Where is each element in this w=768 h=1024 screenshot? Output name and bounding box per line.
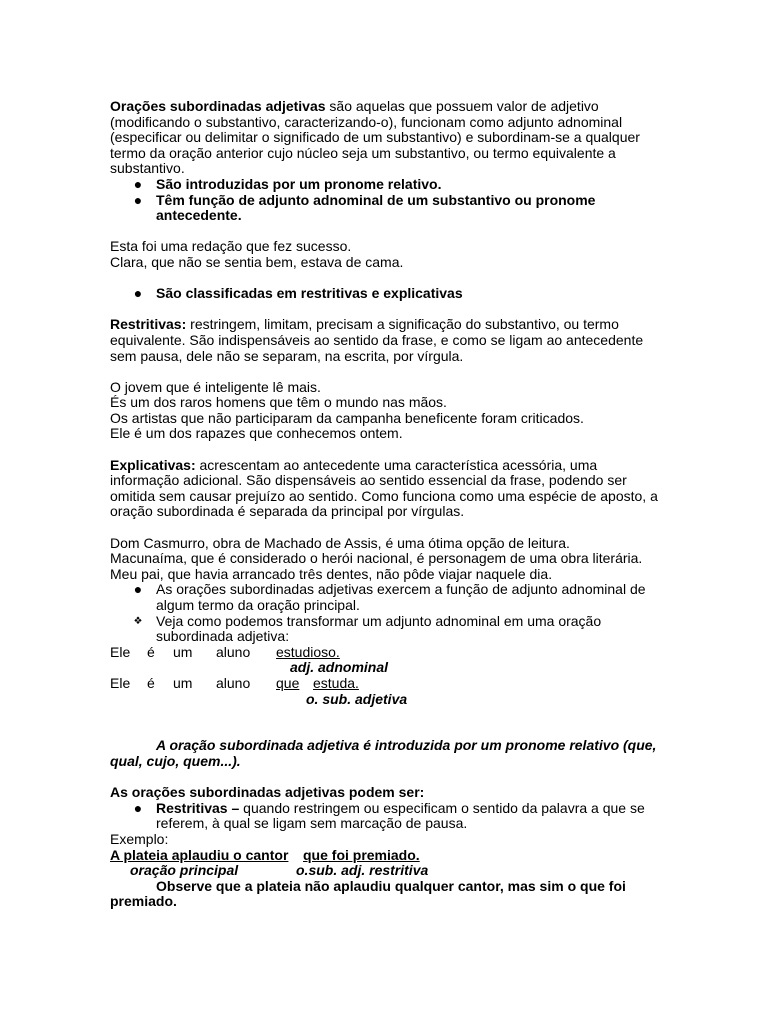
example-line: Meu pai, que havia arrancado três dentes, não pôde viajar naquele dia. (110, 565, 553, 582)
example-line: Clara, que não se sentia bem, estava de cama. (110, 253, 404, 270)
main-clause-label: oração principal (130, 862, 239, 879)
explicativas-paragraph (110, 458, 670, 520)
grammar-label: adj. adnominal (290, 659, 389, 676)
sub-clause: que foi premiado. (303, 846, 420, 863)
restritivas-label: Restritivas: (110, 316, 187, 333)
bullet-icon: ● (133, 175, 143, 192)
bullet-list-characteristics (110, 177, 670, 224)
bullet-text: São introduzidas por um pronome relativo. (156, 175, 442, 192)
word-underlined: estudioso. (276, 643, 340, 660)
word: um (173, 674, 193, 691)
word: aluno (216, 643, 251, 660)
example-line: Esta foi uma redação que fez sucesso. (110, 238, 352, 255)
word-underlined: que (276, 674, 300, 691)
example-row-clause (110, 676, 670, 692)
example-label-row (110, 660, 670, 676)
bullet-icon: ● (133, 285, 143, 302)
bullet-text: Têm função de adjunto adnominal de um substantivo ou pronome antecedente. (156, 191, 596, 224)
main-clause: A plateia aplaudiu o cantor (110, 846, 289, 863)
restritivas-paragraph (110, 317, 670, 364)
intro-term: Orações subordinadas adjetivas (110, 98, 326, 114)
word: um (173, 643, 193, 660)
explicativas-label: Explicativas: (110, 456, 196, 473)
relativo-note: A oração subordinada adjetiva é introduzida por um pronome relativo (que, qual, cujo, quem...). (110, 737, 657, 769)
restritivas2-text: quando restringem ou especificam o sentido da palavra a que se referem, à qual se ligam sem marcação de pausa. (156, 799, 645, 832)
podem-ser-heading: As orações subordinadas adjetivas podem ser: (110, 784, 425, 801)
word: Ele (110, 674, 131, 691)
list-item (110, 193, 670, 224)
list-item (110, 614, 670, 645)
bullet-icon: ● (133, 191, 143, 208)
word-underlined: estuda. (313, 674, 359, 691)
exemplo-sentence (110, 848, 670, 864)
bullet-list-types (110, 801, 670, 832)
grammar-label: o. sub. adjetiva (306, 690, 408, 707)
example-line: Os artistas que não participaram da campanha beneficente foram criticados. (110, 409, 584, 426)
exemplo-labels (110, 863, 670, 879)
bullet-text: Veja como podemos transformar um adjunto adnominal em uma oração subordinada adjetiva: (156, 612, 602, 645)
observe-note: Observe que a plateia não aplaudiu qualquer cantor, mas sim o que foi premiado. (110, 877, 626, 910)
example-row-adjective (110, 645, 670, 661)
document-page (110, 99, 670, 910)
bullet-list-transform (110, 582, 670, 644)
example-line: O jovem que é inteligente lê mais. (110, 378, 321, 395)
restritivas-text: restringem, limitam, precisam a significação do substantivo, ou termo equivalente. São indispensáveis ao sentido da frase, e como se ligam ao antecedente sem pausa, dele não se separam, na escrita, por vírgula. (110, 316, 644, 364)
explicativas-text: acrescentam ao antecedente uma característica acessória, uma informação adicional. São dispensáveis ao sentido essencial da frase, podendo ser omitida sem causar prejuízo ao sentido. Como funciona como uma espécie de aposto, a oração subordinada é separada da principal por vírgulas. (110, 456, 658, 520)
exemplo-label: Exemplo: (110, 830, 169, 847)
example-line: Dom Casmurro, obra de Machado de Assis, é uma ótima opção de leitura. (110, 534, 570, 551)
word: é (147, 674, 155, 691)
bullet-text: As orações subordinadas adjetivas exercem a função de adjunto adnominal de algum termo da oração principal. (156, 581, 646, 613)
list-item (110, 582, 670, 613)
example-line: Macunaíma, que é considerado o herói nacional, é personagem de uma obra literária. (110, 550, 643, 567)
sub-clause-label: o.sub. adj. restritiva (296, 862, 429, 879)
bullet-icon: ● (133, 799, 143, 816)
bullet-text: São classificadas em restritivas e explicativas (156, 285, 463, 302)
intro-paragraph (110, 99, 670, 177)
example-label-row (110, 692, 670, 708)
word: aluno (216, 674, 251, 691)
intro-text: são aquelas que possuem valor de adjetivo (modificando o substantivo, caracterizando-o), funcionam como adjunto adnominal (especificar ou delimitar o significado de um substantivo) e subordinam-se a qualquer termo da oração anterior cujo núcleo seja um substantivo, ou termo equivalente a substantivo. (110, 98, 640, 177)
word: Ele (110, 643, 131, 660)
diamond-bullet-icon: ❖ (133, 615, 143, 627)
bullet-list-classification (110, 286, 670, 302)
example-line: És um dos raros homens que têm o mundo nas mãos. (110, 394, 447, 411)
list-item (110, 177, 670, 193)
bullet-icon: ● (133, 581, 143, 598)
word: é (147, 643, 155, 660)
list-item (110, 801, 670, 832)
list-item (110, 286, 670, 302)
example-line: Ele é um dos rapazes que conhecemos ontem. (110, 425, 403, 442)
restritivas2-label: Restritivas – (156, 799, 240, 816)
